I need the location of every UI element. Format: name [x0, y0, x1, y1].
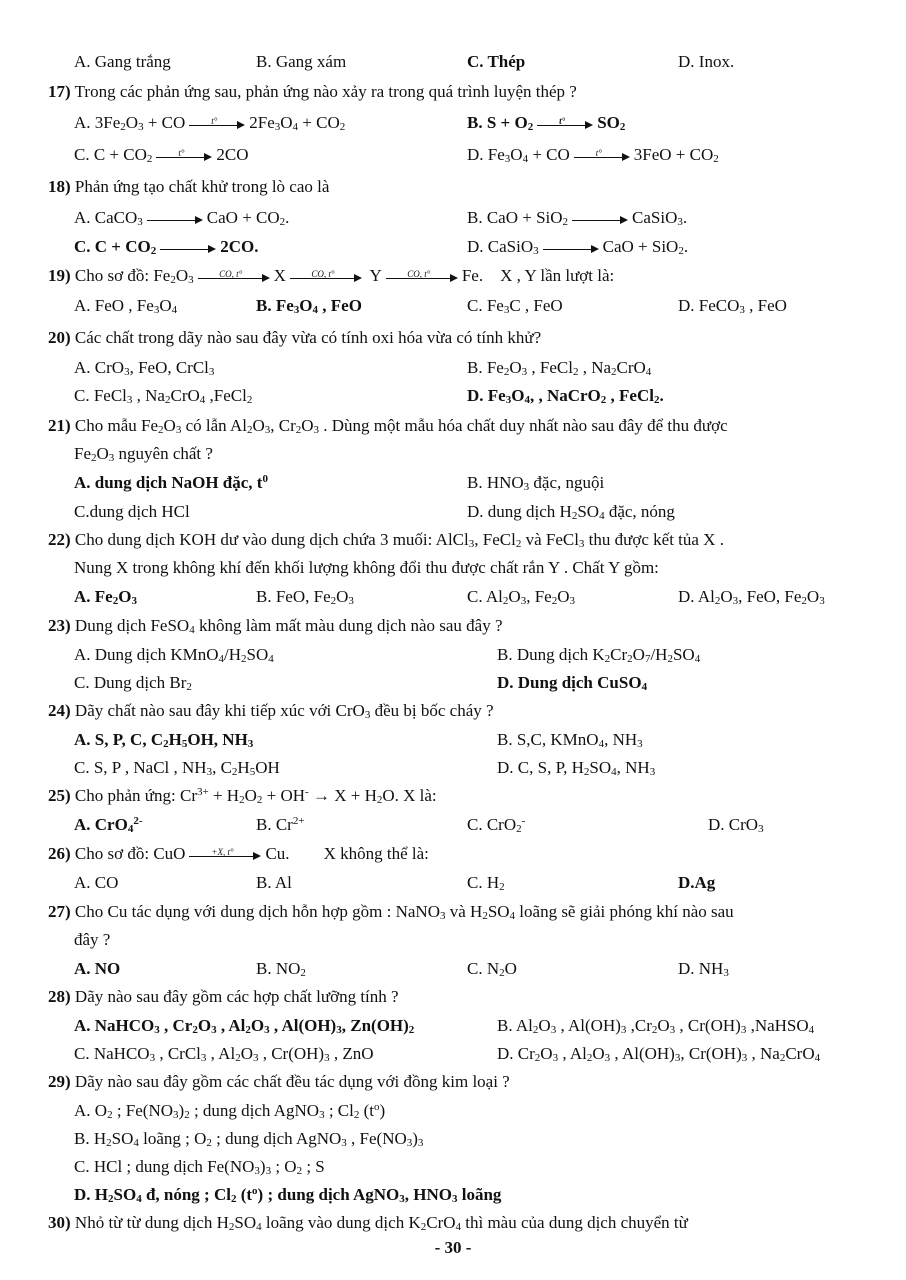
q26-option-b: B. Al — [256, 873, 292, 892]
q18-option-b: B. CaO + SiO$_2$ CaSiO$_3$. — [467, 208, 688, 228]
q21-stem: 21) Cho mẫu $Fe_2O_3$ có lẫn $Al_2O_3$, $Cr_2O_3$ . Dùng một mẫu hóa chất duy nhất nào sau đây để thu được — [48, 416, 728, 436]
q26-stem: 26) Cho sơ đồ: CuO +X, t° Cu. X không thể là: — [48, 844, 429, 863]
q20-stem: 20) Các chất trong dãy nào sau đây vừa có tính oxi hóa vừa có tính khử? — [48, 328, 542, 347]
q29-stem: 29) Dãy nào sau đây gồm các chất đều tác dụng với đồng kim loại ? — [48, 1072, 510, 1091]
q21-option-b: B. $HNO_3$ đặc, nguội — [467, 473, 605, 493]
q27-option-d: D. $NH_3$ — [678, 959, 729, 979]
q21-option-a: A. dung dịch NaOH đặc, $t^0$ — [74, 473, 268, 492]
q18-stem: 18) Phản ứng tạo chất khử trong lò cao là — [48, 177, 330, 196]
q18-option-a: A. CaCO$_3$ CaO + $CO_2$. — [74, 208, 290, 228]
q21-option-d: D. dung dịch $H_2SO_4$ đặc, nóng — [467, 502, 675, 522]
q30-stem: 30) Nhỏ từ từ dung dịch $H_2SO_4$ loãng vào dung dịch $K_2CrO_4$ thì màu của dung dịch chuyển từ — [48, 1213, 688, 1233]
q20-option-d: D. $Fe_3O_4$, , NaCrO$_2$ , FeCl$_2$. — [467, 386, 664, 406]
q17-option-c: C. $C + CO_2$ t° 2CO — [74, 145, 249, 165]
q16-option-a: A. Gang trắng — [74, 52, 171, 71]
q26-option-a: A. CO — [74, 873, 119, 892]
q28-option-c: C. NaHCO$_3$ , CrCl$_3$ , $Al_2O_3$ , $Cr(OH)_3$ , ZnO — [74, 1044, 374, 1064]
q27-stem-line2: đây ? — [74, 930, 111, 949]
q22-option-c: C. $Al_2O_3$, $Fe_2O_3$ — [467, 587, 575, 607]
q20-option-c: C. FeCl$_3$ , $Na_2CrO_4$ ,FeCl$_2$ — [74, 386, 253, 406]
q24-option-a: A. S, P, C, $C_2H_5OH$, $NH_3$ — [74, 730, 254, 750]
q25-option-a: A. CrO$_4^{2-}$ — [74, 815, 143, 835]
q16-option-b: B. Gang xám — [256, 52, 347, 71]
q23-stem: 23) Dung dịch FeSO$_4$ không làm mất màu dung dịch nào sau đây ? — [48, 616, 503, 636]
q25-option-c: C. CrO$_2$- — [467, 815, 526, 835]
q22-stem-line2: Nung X trong không khí đến khối lượng không đổi thu được chất rắn Y . Chất Y gồm: — [74, 558, 659, 577]
q28-option-b: B. $Al_2O_3$ , $Al(OH)_3$ $,Cr_2O_3$ , $Cr(OH)_3$ ,NaHSO$_4$ — [497, 1016, 815, 1036]
q23-option-d: D. Dung dịch CuSO$_4$ — [497, 673, 648, 693]
q24-option-d: D. C, S, P, $H_2SO_4$, $NH_3$ — [497, 758, 656, 778]
q17-option-a: A. $3Fe_2O_3$ + CO t° $2Fe_3O_4 + CO_2$ — [74, 113, 346, 133]
q29-option-a: A. $O_2$ ; $Fe(NO_3)_2$ ; dung dịch AgNO$_3$ ; $Cl_2$ $(t^o)$ — [74, 1101, 386, 1121]
q29-option-b: B. $H_2SO_4$ loãng ; $O_2$ ; dung dịch AgNO$_3$ , $Fe(NO_3)_3$ — [74, 1129, 424, 1149]
q29-option-d: D. $H_2SO_4$ đ, nóng ; $Cl_2$ $(t^o)$ ; dung dịch AgNO$_3$, $HNO_3$ loãng — [74, 1185, 502, 1205]
q25-stem: 25) Cho phản ứng: $Cr^{3+} + H_2O_2 + OH^- \to X + H_2O$. X là: — [48, 786, 437, 806]
q17-option-d: D. $Fe_3O_4$ + CO t° $3FeO + CO_2$ — [467, 145, 719, 165]
q25-option-d: D. CrO$_3$ — [708, 815, 764, 835]
q18-option-d: D. CaSiO$_3$ CaO + SiO$_2$. — [467, 237, 689, 257]
q16-option-d: D. Inox. — [678, 52, 735, 71]
q24-option-c: C. S, P , NaCl , $NH_3$, $C_2H_5OH$ — [74, 758, 280, 778]
q16-option-c: C. Thép — [467, 52, 526, 71]
q27-option-b: B. $NO_2$ — [256, 959, 306, 979]
q27-option-c: C. $N_2O$ — [467, 959, 517, 979]
q28-option-d: D. $Cr_2O_3$ , $Al_2O_3$ , $Al(OH)_3$, $Cr(OH)_3$ , $Na_2CrO_4$ — [497, 1044, 821, 1064]
q19-option-c: C. $Fe_3C$ , FeO — [467, 296, 563, 316]
q26-option-c: C. $H_2$ — [467, 873, 505, 893]
q23-option-a: A. Dung dịch $KMnO_4/H_2SO_4$ — [74, 645, 274, 665]
q17-stem: 17) Trong các phản ứng sau, phản ứng nào xảy ra trong quá trình luyện thép ? — [48, 82, 577, 101]
q27-stem: 27) Cho Cu tác dụng với dung dịch hỗn hợp gồm : NaNO$_3$ và $H_2SO_4$ loãng sẽ giải phóng khí nào sau — [48, 902, 734, 922]
q21-option-c: C.dung dịch HCl — [74, 502, 190, 521]
q21-stem-line2: $Fe_2O_3$ nguyên chất ? — [74, 444, 213, 464]
q23-option-c: C. Dung dịch $Br_2$ — [74, 673, 192, 693]
q25-option-b: B. $Cr^{2+}$ — [256, 815, 305, 834]
q29-option-c: C. HCl ; dung dịch $Fe(NO_3)_3$ ; $O_2$ ; S — [74, 1157, 325, 1177]
q22-option-a: A. $Fe_2O_3$ — [74, 587, 137, 607]
q24-stem: 24) Dãy chất nào sau đây khi tiếp xúc với CrO$_3$ đều bị bốc cháy ? — [48, 701, 494, 721]
q19-option-d: D. FeCO$_3$ , FeO — [678, 296, 787, 316]
q28-stem: 28) Dãy nào sau đây gồm các hợp chất lưỡng tính ? — [48, 987, 399, 1006]
q24-option-b: B. S,C, KMnO$_4$, $NH_3$ — [497, 730, 643, 750]
q26-option-d: D.Ag — [678, 873, 716, 892]
q22-option-b: B. FeO, $Fe_2O_3$ — [256, 587, 354, 607]
q22-stem: 22) Cho dung dịch KOH dư vào dung dịch chứa 3 muối: AlCl$_3$, FeCl$_2$ và FeCl$_3$ thu được kết tủa X . — [48, 530, 724, 550]
q23-option-b: B. Dung dịch $K_2Cr_2O_7/H_2SO_4$ — [497, 645, 701, 665]
q28-option-a: A. NaHCO$_3$ , $Cr_2O_3$ , $Al_2O_3$ , $Al(OH)_3$, $Zn(OH)_2$ — [74, 1016, 415, 1036]
q18-option-c: C. $C + CO_2$ 2CO. — [74, 237, 259, 257]
q19-option-b: B. $Fe_3O_4$ , FeO — [256, 296, 362, 316]
q17-option-b: B. $S + O_2$ t° $SO_2$ — [467, 113, 626, 133]
page-number: - 30 - — [434, 1238, 472, 1257]
q19-stem: 19) Cho sơ đồ: $Fe_2O_3$ CO, t° X CO, t° Y CO, t° Fe. X , Y lần lượt là: — [48, 266, 615, 286]
q20-option-b: B. $Fe_2O_3$ , FeCl$_2$ , $Na_2CrO_4$ — [467, 358, 652, 378]
q19-option-a: A. FeO , $Fe_3O_4$ — [74, 296, 178, 316]
q20-option-a: A. CrO$_3$, FeO, CrCl$_3$ — [74, 358, 215, 378]
q22-option-d: D. $Al_2O_3$, FeO, $Fe_2O_3$ — [678, 587, 825, 607]
q27-option-a: A. NO — [74, 959, 121, 978]
